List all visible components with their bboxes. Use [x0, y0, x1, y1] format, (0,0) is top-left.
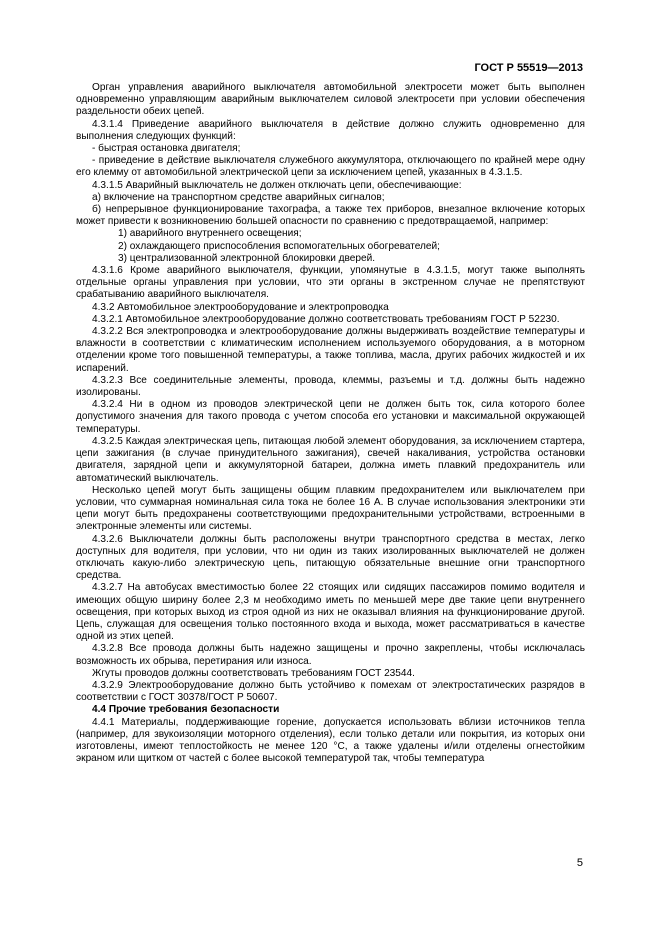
list-item: 3) централизованной электронной блокировки дверей.	[118, 252, 376, 264]
section-heading-4-3-2: 4.3.2 Автомобильное электрооборудование и электропроводка	[92, 301, 389, 313]
clause-4-3-2-5: 4.3.2.5 Каждая электрическая цепь, питающая любой элемент оборудования, за исключением стартера, цепи зажигания (в случае принудительного зажигания), свечей накаливания, устройства остановки двигателя, зарядной цепи и аккумуляторной батареи, должна иметь плавкий предохранитель или автоматический выключатель.	[76, 435, 585, 484]
paragraph: Жгуты проводов должны соответствовать требованиям ГОСТ 23544.	[92, 667, 415, 679]
clause-4-3-2-7: 4.3.2.7 На автобусах вместимостью более 22 стоящих или сидящих пассажиров помимо водителя и имеющих общую ширину более 2,3 м необходимо иметь по меньшей мере две такие цепи внутреннего освещения, при которых выход из строя одной из них не оказывал влияния на функционирование другой. Цепь, служащая для освещения только постоянного входа и выхода, может рассматриваться в качестве одной из этих цепей.	[76, 582, 585, 643]
clause-4-3-2-1: 4.3.2.1 Автомобильное электрооборудование должно соответствовать требованиям ГОСТ Р 52230.	[92, 313, 560, 325]
clause-4-4-1: 4.4.1 Материалы, поддерживающие горение, допускается использовать вблизи источников тепла (например, для звукоизоляции моторного отделения), если только детали или покрытия, из которых они изготовлены, имеют теплостойкость не менее 120 °С, а также удалены и/или отделены огнестойким экраном или щитком от частей с более высокой температурой так, чтобы температура	[76, 716, 585, 765]
clause-4-3-2-8: 4.3.2.8 Все провода должны быть надежно защищены и прочно закреплены, чтобы исключалась возможность их обрыва, перетирания или износа.	[76, 643, 585, 667]
clause-4-3-1-4: 4.3.1.4 Приведение аварийного выключателя в действие должно служить одновременно для выполнения следующих функций:	[76, 118, 585, 142]
clause-4-3-2-3: 4.3.2.3 Все соединительные элементы, провода, клеммы, разъемы и т.д. должны быть надежно изолированы.	[76, 374, 585, 399]
section-heading-4-4: 4.4 Прочие требования безопасности	[92, 704, 280, 716]
document-body	[76, 82, 585, 765]
clause-4-3-1-6: 4.3.1.6 Кроме аварийного выключателя, функции, упомянутые в 4.3.1.5, могут также выполнять отдельные органы управления при условии, что эти органы в экстренном случае не препятствуют срабатыванию аварийного выключателя.	[76, 265, 585, 301]
paragraph: Несколько цепей могут быть защищены общим плавким предохранителем или выключателем при условии, что суммарная номинальная сила тока не более 16 А. В случае использования электроники эти цепи могут быть предохранены соответствующими предохранительными устройствами, встроенными в электронные элементы или системы.	[76, 484, 585, 533]
page-number: 5	[576, 857, 583, 869]
list-item: - приведение в действие выключателя служебного аккумулятора, отключающего по крайней мере одну его клемму от автомобильной электрической цепи за исключением цепей, указанных в 4.3.1.5.	[76, 155, 585, 179]
list-item: а) включение на транспортном средстве аварийных сигналов;	[92, 191, 385, 203]
clause-4-3-1-5: 4.3.1.5 Аварийный выключатель не должен отключать цепи, обеспечивающие:	[92, 179, 462, 191]
list-item: - быстрая остановка двигателя;	[92, 143, 241, 155]
clause-4-3-2-6: 4.3.2.6 Выключатели должны быть расположены внутри транспортного средства в местах, легко доступных для водителя, при условии, что ни один из таких изолированных выключателей не должен отключать какую-либо электрическую цепь, питающую обязательные внешние огни транспортного средства.	[76, 533, 585, 582]
list-item: 1) аварийного внутреннего освещения;	[118, 228, 302, 240]
clause-4-3-2-9: 4.3.2.9 Электрооборудование должно быть устойчиво к помехам от электростатических разрядов в соответствии с ГОСТ 30378/ГОСТ Р 50607.	[76, 679, 585, 704]
clause-4-3-2-4: 4.3.2.4 Ни в одном из проводов электрической цепи не должен быть ток, сила которого более допустимого значения для такого провода с учетом способа его установки и максимальной окружающей температуры.	[76, 399, 585, 435]
standard-header: ГОСТ Р 55519—2013	[474, 62, 583, 74]
list-item: 2) охлаждающего приспособления вспомогательных обогревателей;	[118, 240, 440, 252]
paragraph: Орган управления аварийного выключателя автомобильной электросети может быть выполнен одновременно управляющим аварийным выключателем силовой электросети при условии обеспечения раздельности обеих цепей.	[76, 82, 585, 118]
clause-4-3-2-2: 4.3.2.2 Вся электропроводка и электрооборудование должны выдерживать воздействие температуры и влажности в соответствии с климатическим исполнением используемого оборудования, а в моторном отделении кроме того повышенной температуры, а также топлива, масла, других рабочих жидкостей и их испарений.	[76, 326, 585, 374]
list-item: б) непрерывное функционирование тахографа, а также тех приборов, внезапное включение которых может привести к возникновению большей опасности по сравнению с предотвращаемой, например:	[76, 204, 585, 228]
